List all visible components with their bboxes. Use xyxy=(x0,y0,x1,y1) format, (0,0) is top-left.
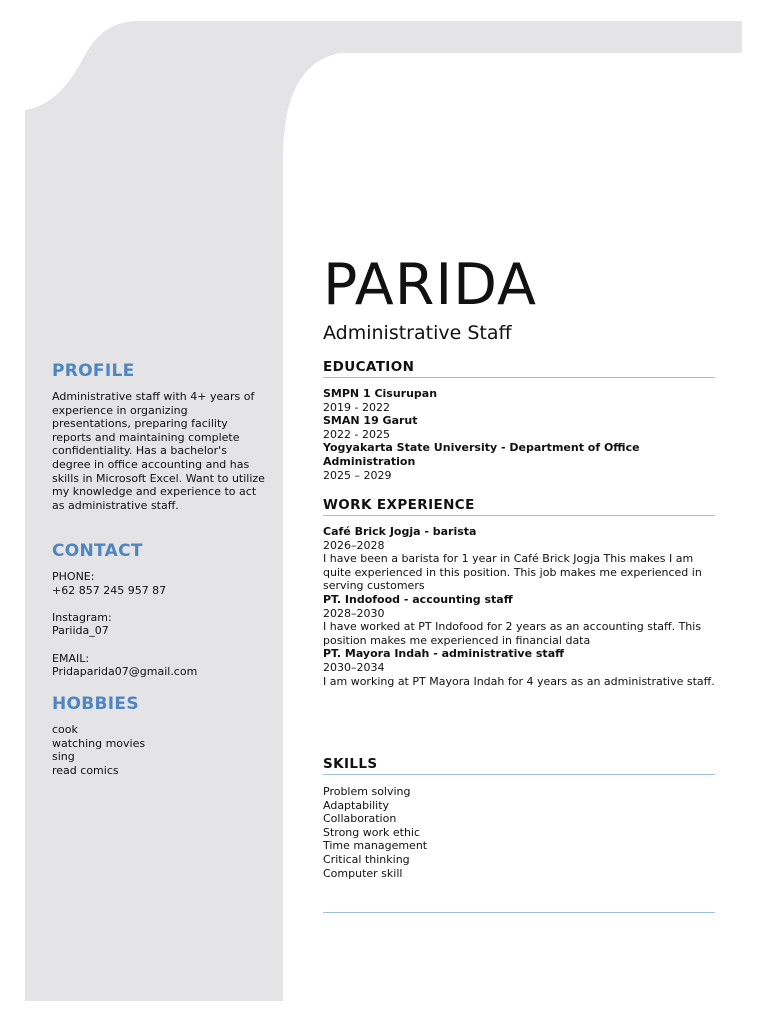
education-heading: EDUCATION xyxy=(323,359,715,378)
instagram-value: Pariida_07 xyxy=(52,624,109,638)
skill-item: Critical thinking xyxy=(323,852,410,866)
bottom-divider xyxy=(323,912,715,913)
contact-details xyxy=(52,570,267,679)
work-title: PT. Mayora Indah - administrative staff xyxy=(323,647,565,661)
phone-value: +62 857 245 957 87 xyxy=(52,583,167,597)
work-title: Café Brick Jogja - barista xyxy=(323,525,477,538)
school-years: 2019 - 2022 xyxy=(323,400,390,414)
hobby-item: read comics xyxy=(52,763,119,777)
work-description: I am working at PT Mayora Indah for 4 years as an administrative staff. xyxy=(323,674,715,688)
school-name: Yogyakarta State University - Department of Office Administration xyxy=(323,441,640,468)
skill-item: Computer skill xyxy=(323,866,403,880)
hobby-item: watching movies xyxy=(52,736,146,750)
job-title: Administrative Staff xyxy=(323,322,512,344)
hobby-item: cook xyxy=(52,723,78,736)
skill-item: Collaboration xyxy=(323,812,397,826)
hobbies-heading: HOBBIES xyxy=(52,694,139,714)
skills-list xyxy=(323,785,715,880)
skill-item: Adaptability xyxy=(323,798,390,812)
email-value: Pridaparida07@gmail.com xyxy=(52,665,198,679)
work-description: I have been a barista for 1 year in Café Brick Jogja This makes I am quite experienced in this position. This job makes me experienced in serving customers xyxy=(323,552,702,593)
work-years: 2028–2030 xyxy=(323,606,385,620)
work-years: 2026–2028 xyxy=(323,538,385,552)
school-name: SMAN 19 Garut xyxy=(323,414,418,428)
work-entry xyxy=(323,593,715,647)
profile-text: Administrative staff with 4+ years of experience in organizing presentations, preparing facility reports and maintaining complete confidentiality. Has a bachelor's degree in office accounting and has skills in Microsoft Excel. Want to utilize my knowledge and experience to act as administrative staff. xyxy=(52,390,265,512)
candidate-name: PARIDA xyxy=(323,252,538,318)
skill-item: Time management xyxy=(323,839,428,853)
work-list xyxy=(323,525,715,688)
profile-heading: PROFILE xyxy=(52,361,135,381)
work-description: I have worked at PT Indofood for 2 years as an accounting staff. This position makes me experienced in financial data xyxy=(323,620,702,647)
education-list xyxy=(323,387,715,482)
school-years: 2022 - 2025 xyxy=(323,427,390,441)
school-years: 2025 – 2029 xyxy=(323,468,392,482)
work-entry xyxy=(323,647,715,688)
work-entry xyxy=(323,525,715,593)
hobby-item: sing xyxy=(52,750,75,764)
work-heading: WORK EXPERIENCE xyxy=(323,497,715,516)
contact-heading: CONTACT xyxy=(52,541,143,561)
skill-item: Problem solving xyxy=(323,785,411,798)
skills-heading: SKILLS xyxy=(323,756,715,775)
instagram-label: Instagram: xyxy=(52,610,112,624)
work-years: 2030–2034 xyxy=(323,660,385,674)
phone-label: PHONE: xyxy=(52,570,95,583)
work-title: PT. Indofood - accounting staff xyxy=(323,592,513,606)
hobbies-list xyxy=(52,723,267,777)
skill-item: Strong work ethic xyxy=(323,825,421,839)
email-label: EMAIL: xyxy=(52,651,90,665)
school-name: SMPN 1 Cisurupan xyxy=(323,387,438,400)
